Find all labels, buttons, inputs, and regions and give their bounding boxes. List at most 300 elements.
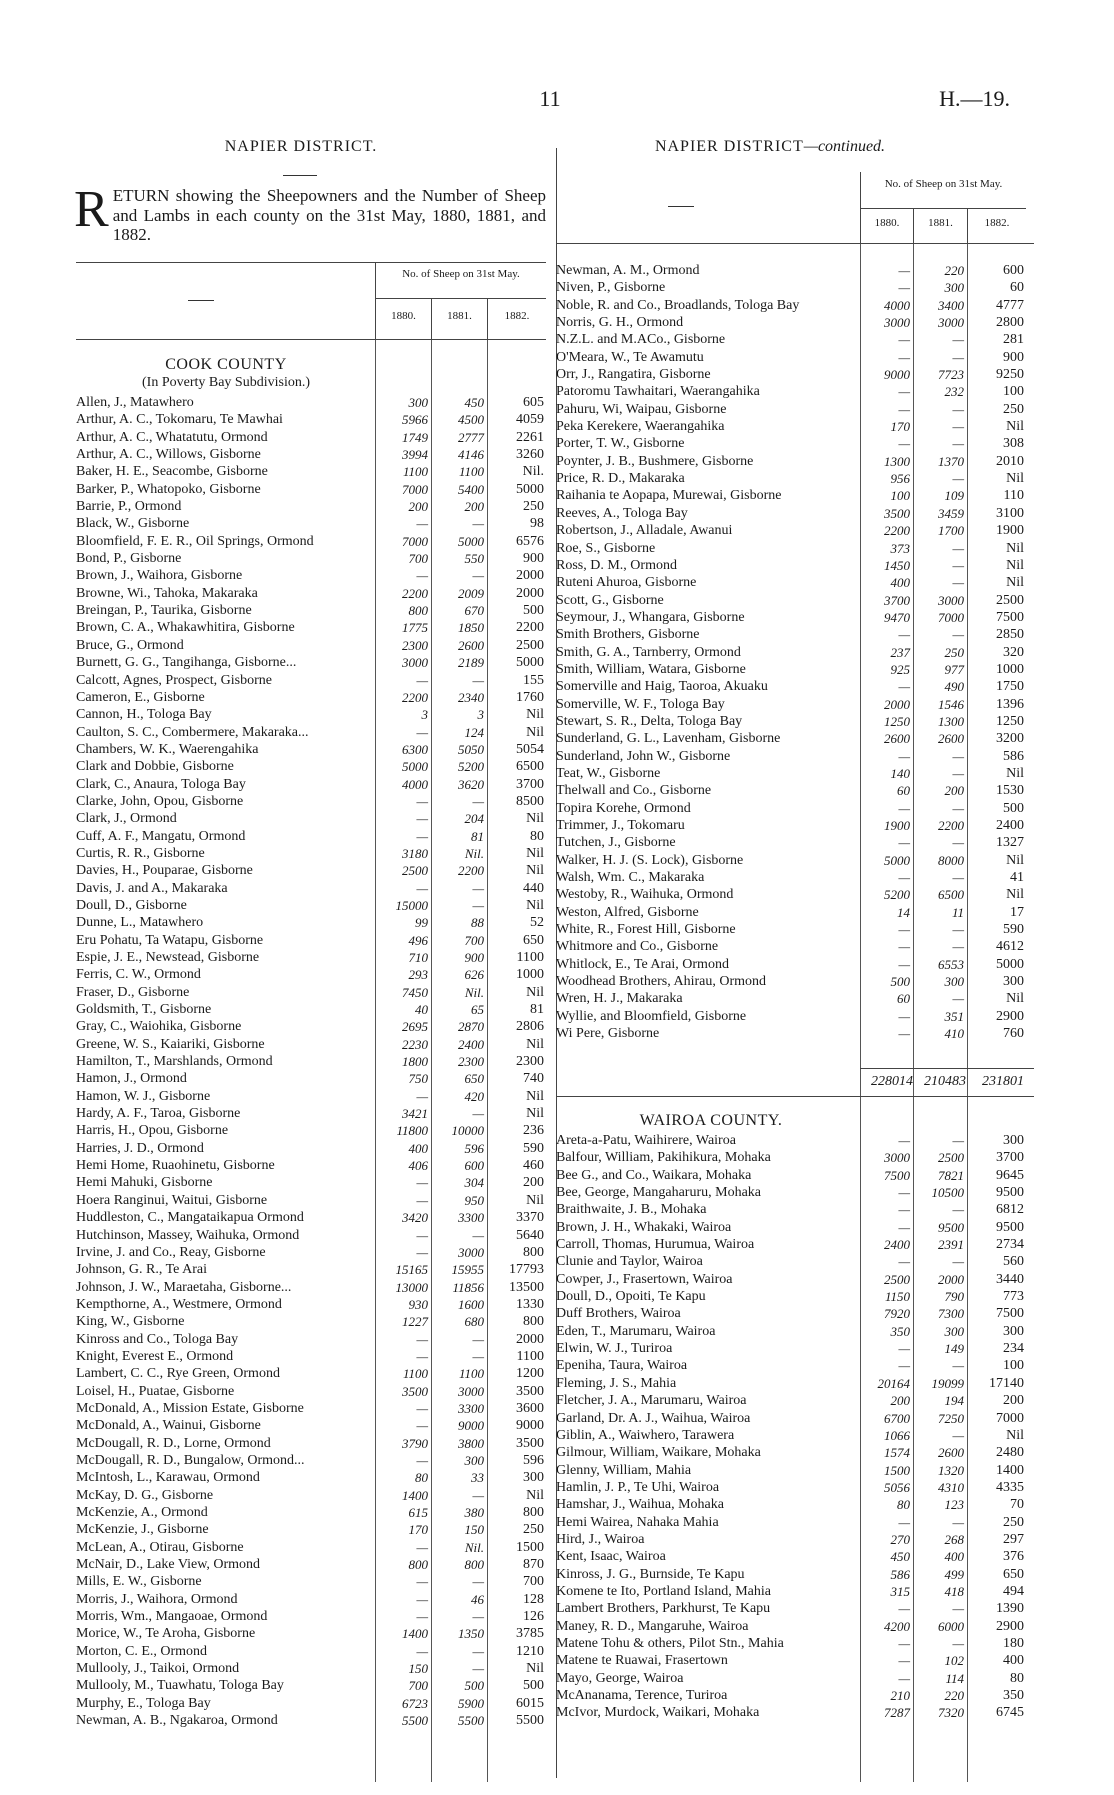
table-row (556, 678, 1034, 695)
sheep-count-1882: Nil (526, 1192, 544, 1208)
sheep-count-1882: 3600 (516, 1400, 544, 1416)
sheep-count-1880: 3420 (402, 1210, 428, 1226)
sheep-count-1880: 2300 (402, 637, 428, 653)
owner-name: Morris, Wm., Mangaoae, Ormond (76, 1609, 268, 1625)
table-row (556, 904, 1034, 921)
owner-name: Kinross, J. G., Burnside, Te Kapu (556, 1566, 745, 1582)
sheep-count-1880: 7287 (884, 1705, 910, 1721)
sheep-count-1882: 80 (530, 828, 544, 844)
table-row (76, 1504, 546, 1521)
owner-name: Greene, W. S., Kaiariki, Gisborne (76, 1036, 265, 1052)
sheep-count-1880: — (898, 870, 910, 886)
table-row (556, 973, 1034, 990)
sheep-count-1880: — (898, 1133, 910, 1148)
sheep-count-1882: 6812 (996, 1202, 1024, 1218)
table-row (556, 418, 1034, 435)
table-row (76, 1122, 546, 1139)
sheep-count-1882: 250 (523, 499, 544, 515)
left-year-1882: 1882. (504, 310, 530, 322)
table-row (556, 626, 1034, 643)
sheep-count-1882: 4612 (996, 939, 1024, 955)
sheep-count-1881: 300 (944, 974, 964, 990)
sheep-count-1880: — (898, 748, 910, 764)
sheep-count-1882: 900 (1003, 349, 1024, 365)
sheep-count-1882: 7500 (996, 1306, 1024, 1322)
table-row (76, 619, 546, 636)
sheep-count-1880: 496 (408, 932, 428, 948)
table-row (76, 862, 546, 879)
sheep-count-1880: — (898, 1341, 910, 1357)
sheep-count-1880: 237 (890, 644, 910, 660)
table-row (556, 314, 1034, 331)
sheep-count-1880: 100 (890, 488, 910, 504)
owner-name: Weston, Alfred, Gisborne (556, 904, 699, 920)
sheep-count-1880: 170 (890, 419, 910, 435)
sheep-count-1882: 700 (523, 1574, 544, 1590)
owner-name: Harries, J. D., Ormond (76, 1140, 204, 1156)
sheep-count-1882: 9500 (996, 1219, 1024, 1235)
sheep-count-1880: 1775 (402, 620, 428, 636)
owner-name: Sunderland, G. L., Lavenham, Gisborne (556, 731, 781, 747)
sheep-count-1880: — (898, 436, 910, 452)
owner-name: Caulton, S. C., Combermere, Makaraka... (76, 724, 309, 740)
sheep-count-1881: — (472, 1661, 484, 1677)
table-row (76, 949, 546, 966)
sheep-count-1881: 3000 (938, 592, 964, 608)
sheep-count-1882: 300 (523, 1470, 544, 1486)
sheep-count-1881: 65 (471, 1002, 484, 1018)
right-year-1882: 1882. (984, 217, 1010, 229)
table-row (76, 1157, 546, 1174)
owner-name: Areta-a-Patu, Waihirere, Wairoa (556, 1133, 736, 1148)
sheep-count-1882: Nil (1006, 991, 1024, 1007)
sheep-count-1881: — (472, 880, 484, 896)
sheep-count-1882: 2261 (516, 429, 544, 445)
sheep-count-1880: — (898, 1514, 910, 1530)
wairoa-county-entries (556, 1132, 1034, 1722)
sheep-count-1880: — (898, 332, 910, 348)
owner-name: Raihania te Aopapa, Murewai, Gisborne (556, 488, 782, 504)
sheep-count-1882: 1100 (516, 950, 544, 965)
sheep-count-1881: 268 (944, 1531, 964, 1547)
sheep-count-1880: — (898, 1601, 910, 1617)
sheep-count-1881: 380 (464, 1505, 484, 1520)
sheep-count-1882: 250 (1003, 401, 1024, 417)
sheep-count-1881: 2600 (938, 731, 964, 747)
owner-name: McDougall, R. D., Bungalow, Ormond... (76, 1452, 305, 1468)
owner-name: Hamlin, J. P., Te Uhi, Wairoa (556, 1479, 720, 1495)
table-row (556, 1271, 1034, 1288)
owner-name: Ruteni Ahuroa, Gisborne (556, 575, 697, 591)
sheep-count-1882: 3500 (516, 1435, 544, 1451)
table-row (76, 1018, 546, 1035)
sheep-count-1882: 250 (523, 1522, 544, 1538)
table-row (556, 800, 1034, 817)
sheep-count-1881: 351 (944, 1008, 964, 1024)
owner-name: McKenzie, J., Gisborne (76, 1522, 209, 1538)
sheep-count-1880: — (416, 1574, 428, 1590)
sheep-count-1881: 200 (464, 499, 484, 515)
sheep-count-1880: 3500 (402, 1383, 428, 1399)
sheep-count-1880: — (898, 1185, 910, 1201)
sheep-count-1881: — (952, 557, 964, 573)
sheep-count-1880: 2230 (402, 1036, 428, 1052)
sheep-count-1882: 6015 (516, 1695, 544, 1711)
sheep-count-1881: 2340 (458, 689, 484, 705)
sheep-count-1882: 6745 (996, 1705, 1024, 1721)
sheep-count-1881: — (472, 1348, 484, 1364)
table-row (556, 435, 1034, 452)
sheep-count-1880: — (898, 679, 910, 695)
owner-name: Seymour, J., Whangara, Gisborne (556, 609, 745, 625)
right-title-continued: —continued. (803, 138, 886, 155)
table-row (556, 852, 1034, 869)
owner-name: Arthur, A. C., Tokomaru, Te Mawhai (76, 412, 283, 428)
sheep-count-1880: — (416, 793, 428, 809)
sheep-count-1881: 220 (944, 263, 964, 278)
sheep-count-1882: Nil (1006, 557, 1024, 573)
sheep-count-1881: 250 (944, 644, 964, 660)
table-row (76, 446, 546, 463)
cook-county-entries (76, 394, 546, 1729)
sheep-count-1882: 605 (523, 395, 544, 410)
table-row (76, 567, 546, 584)
sheep-count-1880: 6723 (402, 1695, 428, 1711)
sheep-count-1881: 600 (464, 1158, 484, 1174)
owner-name: Walker, H. J. (S. Lock), Gisborne (556, 852, 744, 868)
sheep-count-1880: 700 (408, 1678, 428, 1694)
sheep-count-1880: 800 (408, 603, 428, 619)
owner-name: Ferris, C. W., Ormond (76, 967, 201, 983)
owner-name: Mills, E. W., Gisborne (76, 1574, 202, 1590)
owner-name: Poynter, J. B., Bushmere, Gisborne (556, 453, 754, 469)
table-row (76, 463, 546, 480)
sheep-count-1882: 3200 (996, 731, 1024, 747)
sheep-count-1881: 149 (944, 1341, 964, 1357)
owner-name: King, W., Gisborne (76, 1314, 185, 1330)
sheep-count-1881: 700 (464, 932, 484, 948)
sheep-count-1880: — (898, 1653, 910, 1669)
sheep-count-1881: 3300 (458, 1210, 484, 1226)
sheep-count-1881: 950 (464, 1192, 484, 1208)
sheep-count-1880: 210 (890, 1688, 910, 1703)
table-row (76, 1677, 546, 1694)
table-row (76, 793, 546, 810)
sheep-count-1881: 450 (464, 395, 484, 410)
owner-name: Morton, C. E., Ormond (76, 1643, 208, 1659)
table-row (76, 515, 546, 532)
sheep-count-1881: 650 (464, 1071, 484, 1087)
sheep-count-1880: — (898, 384, 910, 400)
sheep-count-1881: 11 (951, 904, 964, 920)
sheep-count-1880: 7000 (402, 481, 428, 497)
sheep-count-1881: — (952, 1601, 964, 1617)
table-row (76, 533, 546, 550)
table-row (76, 932, 546, 949)
sheep-count-1882: Nil (526, 707, 544, 723)
table-row (76, 1487, 546, 1504)
sheep-count-1880: — (898, 1008, 910, 1024)
table-row (556, 956, 1034, 973)
sheep-count-1882: 180 (1003, 1635, 1024, 1651)
sheep-count-1881: 1600 (458, 1296, 484, 1312)
sheep-count-1880: 2695 (402, 1019, 428, 1035)
owner-name: Hemi Home, Ruaohinetu, Gisborne (76, 1158, 275, 1174)
table-row (556, 1357, 1034, 1374)
sheep-count-1881: 1100 (458, 1366, 484, 1382)
table-row (556, 1566, 1034, 1583)
sheep-count-1880: — (416, 1331, 428, 1347)
sheep-count-1880: 350 (890, 1323, 910, 1339)
sheep-count-1882: 5640 (516, 1227, 544, 1243)
table-row (556, 366, 1034, 383)
sheep-count-1882: 800 (523, 1505, 544, 1520)
sheep-count-1881: 3000 (458, 1383, 484, 1399)
sheep-count-1882: 2300 (516, 1054, 544, 1070)
sheep-count-1882: Nil (1006, 419, 1024, 435)
owner-name: Chambers, W. K., Waerengahika (76, 741, 259, 757)
owner-name: Bloomfield, F. E. R., Oil Springs, Ormond (76, 533, 314, 549)
sheep-count-1880: 5056 (884, 1479, 910, 1495)
sheep-count-1882: 870 (523, 1557, 544, 1573)
sheep-count-1881: 800 (464, 1557, 484, 1573)
sheep-count-1881: 3300 (458, 1400, 484, 1416)
left-table-header (76, 262, 546, 340)
table-row (556, 401, 1034, 418)
sheep-count-1881: 2400 (458, 1036, 484, 1052)
sheep-count-1881: 400 (944, 1549, 964, 1565)
sheep-count-1882: 126 (523, 1609, 544, 1625)
table-row (76, 880, 546, 897)
owner-name: Mullooly, J., Taikoi, Ormond (76, 1661, 240, 1677)
owner-name: Gilmour, William, Waikare, Mohaka (556, 1445, 761, 1461)
sheep-count-1880: 3000 (402, 655, 428, 671)
sheep-count-1882: Nil (526, 1661, 544, 1677)
sheep-count-1881: 3459 (938, 505, 964, 521)
table-row (556, 1410, 1034, 1427)
sheep-count-1880: 1066 (884, 1427, 910, 1443)
sheep-count-1880: — (898, 1670, 910, 1686)
sheep-count-1882: 1500 (516, 1539, 544, 1555)
sheep-count-1882: 773 (1003, 1289, 1024, 1305)
owner-name: McIntosh, L., Karawau, Ormond (76, 1470, 260, 1486)
owner-name: Hemi Wairea, Nahaka Mahia (556, 1514, 719, 1530)
owner-name: Bond, P., Gisborne (76, 551, 182, 567)
owner-name: Hutchinson, Massey, Waihuka, Ormond (76, 1227, 300, 1243)
table-row (556, 990, 1034, 1007)
owner-name: Niven, P., Gisborne (556, 280, 666, 296)
owner-name: McKay, D. G., Gisborne (76, 1487, 214, 1503)
sheep-count-1881: 7300 (938, 1306, 964, 1322)
sheep-count-1880: — (898, 1219, 910, 1235)
sheep-count-1881: 4500 (458, 412, 484, 428)
sheep-count-1880: 3500 (884, 505, 910, 521)
left-district-title: NAPIER DISTRICT. (224, 138, 378, 155)
header-dash (668, 206, 694, 207)
sheep-count-1881: — (952, 748, 964, 764)
sheep-count-1880: 6300 (402, 741, 428, 757)
sheep-count-1882: 17140 (989, 1375, 1024, 1391)
sheep-count-1880: — (416, 1609, 428, 1625)
left-year-1881: 1881. (447, 310, 472, 322)
sheep-count-1881: 670 (464, 603, 484, 619)
sheep-count-1880: 4000 (402, 776, 428, 792)
sheep-count-1880: 1900 (884, 818, 910, 833)
intro-dropcap: R (74, 181, 109, 238)
sheep-count-1880: 400 (890, 575, 910, 591)
sheep-count-1882: 2010 (996, 453, 1024, 469)
sheep-count-1882: 7500 (996, 609, 1024, 625)
table-row (76, 1313, 546, 1330)
right-year-1881: 1881. (928, 217, 953, 229)
sheep-count-1881: 2600 (938, 1445, 964, 1461)
sheep-count-1881: 33 (471, 1470, 484, 1486)
table-row (556, 834, 1034, 851)
sheep-count-1880: 5000 (884, 852, 910, 868)
sheep-count-1882: 590 (523, 1140, 544, 1156)
table-row (76, 689, 546, 706)
table-row (76, 1088, 546, 1105)
owner-name: Somerville, W. F., Tologa Bay (556, 696, 725, 712)
sheep-count-1880: 3994 (402, 447, 428, 463)
owner-name: Brown, J. H., Whakaki, Wairoa (556, 1219, 732, 1235)
table-row (556, 1687, 1034, 1704)
sheep-count-1882: 3700 (516, 776, 544, 792)
table-row (556, 921, 1034, 938)
sheep-count-1882: 6500 (516, 759, 544, 775)
sheep-count-1880: 586 (890, 1566, 910, 1582)
owner-name: Teat, W., Gisborne (556, 765, 661, 781)
sheep-count-1882: 1900 (996, 523, 1024, 539)
table-row (556, 1132, 1034, 1149)
owner-name: Loisel, H., Puatae, Gisborne (76, 1383, 235, 1399)
table-row (76, 1261, 546, 1278)
owner-name: O'Meara, W., Te Awamutu (556, 349, 704, 365)
table-row (556, 1025, 1034, 1042)
sheep-count-1882: 236 (523, 1123, 544, 1139)
sheep-count-1881: 1100 (458, 464, 484, 480)
sheep-count-1880: 750 (408, 1071, 428, 1087)
sheep-count-1881: 5500 (458, 1713, 484, 1729)
sheep-count-1880: 293 (408, 967, 428, 983)
table-row (556, 730, 1034, 747)
sheep-count-1881: 19099 (931, 1375, 964, 1391)
sheep-count-1882: 500 (523, 603, 544, 619)
sheep-count-1881: 10500 (931, 1185, 964, 1201)
sheep-count-1882: 1390 (996, 1601, 1024, 1617)
sheep-count-1881: 220 (944, 1688, 964, 1703)
owner-name: Norris, G. H., Ormond (556, 315, 684, 331)
sheep-count-1881: — (472, 1609, 484, 1625)
owner-name: Elwin, W. J., Turiroa (556, 1341, 673, 1357)
sheep-count-1880: — (898, 280, 910, 296)
owner-name: Kent, Isaac, Wairoa (556, 1549, 666, 1565)
sheep-count-1881: 2500 (938, 1150, 964, 1166)
owner-name: Murphy, E., Tologa Bay (76, 1695, 211, 1711)
owner-name: Pahuru, Wi, Waipau, Gisborne (556, 401, 727, 417)
sheep-count-1880: 3700 (884, 592, 910, 608)
sheep-count-1882: 13500 (509, 1279, 544, 1295)
sheep-count-1882: 2500 (516, 637, 544, 653)
sheep-count-1880: — (898, 263, 910, 278)
owner-name: Davis, J. and A., Makaraka (76, 880, 228, 896)
sheep-count-1881: 977 (944, 661, 964, 677)
owner-name: Noble, R. and Co., Broadlands, Tologa Bay (556, 297, 800, 313)
sheep-count-1880: 7920 (884, 1306, 910, 1322)
sheep-count-1882: 2000 (516, 585, 544, 601)
owner-name: Price, R. D., Makaraka (556, 471, 685, 487)
sheep-count-1880: 140 (890, 765, 910, 781)
owner-name: Wren, H. J., Makaraka (556, 991, 683, 1007)
table-row (76, 1348, 546, 1365)
owner-name: Balfour, William, Pakihikura, Mohaka (556, 1150, 771, 1166)
sheep-count-1882: 5000 (516, 655, 544, 671)
sheep-count-1881: — (472, 793, 484, 809)
sheep-count-1881: Nil. (464, 845, 484, 861)
sheep-count-1882: Nil (526, 897, 544, 913)
owner-name: Thelwall and Co., Gisborne (556, 783, 712, 799)
sheep-count-1880: — (898, 939, 910, 955)
table-row (76, 984, 546, 1001)
sheep-count-1881: 2200 (938, 818, 964, 833)
owner-name: Bee G., and Co., Waikara, Mohaka (556, 1167, 752, 1183)
owner-name: Orr, J., Rangatira, Gisborne (556, 367, 711, 383)
table-row (76, 1174, 546, 1191)
left-title-rule (283, 175, 317, 176)
table-row (556, 1704, 1034, 1721)
owner-name: Tutchen, J., Gisborne (556, 835, 676, 851)
sheep-count-1880: 406 (408, 1158, 428, 1174)
owner-name: Browne, Wi., Tahoka, Makaraka (76, 585, 258, 601)
total-1882: 231801 (982, 1074, 1024, 1089)
table-row (76, 1573, 546, 1590)
sheep-count-1880: — (416, 1400, 428, 1416)
sheep-count-1880: — (416, 568, 428, 584)
sheep-count-1882: 1250 (996, 713, 1024, 729)
sheep-count-1880: 500 (890, 974, 910, 990)
table-row (556, 1305, 1034, 1322)
sheep-count-1882: 52 (530, 915, 544, 931)
owner-name: Smith, William, Watara, Gisborne (556, 661, 746, 677)
sheep-count-1880: 9470 (884, 609, 910, 625)
sheep-count-1880: 700 (408, 551, 428, 567)
sheep-count-1880: 200 (408, 499, 428, 515)
sheep-count-1880: 300 (408, 395, 428, 410)
sheep-count-1881: 102 (944, 1653, 964, 1669)
owner-name: Robertson, J., Alladale, Awanui (556, 523, 733, 539)
sheep-count-1880: 11800 (396, 1123, 428, 1139)
sheep-count-1882: 9645 (996, 1167, 1024, 1183)
sheep-count-1880: 200 (890, 1393, 910, 1409)
owner-name: Braithwaite, J. B., Mohaka (556, 1202, 707, 1218)
owner-name: White, R., Forest Hill, Gisborne (556, 922, 736, 938)
table-row (76, 1140, 546, 1157)
sheep-count-1882: 1396 (996, 696, 1024, 712)
owner-name: Cowper, J., Frasertown, Wairoa (556, 1271, 733, 1287)
sheep-count-1882: 800 (523, 1244, 544, 1260)
sheep-count-1881: — (952, 419, 964, 435)
sheep-count-1880: — (898, 800, 910, 816)
sheep-count-1880: 6700 (884, 1410, 910, 1426)
sheep-count-1882: 320 (1003, 644, 1024, 660)
sheep-count-1882: 2000 (516, 568, 544, 584)
sheep-count-1882: 60 (1010, 280, 1024, 296)
sheep-count-1882: 1530 (996, 783, 1024, 799)
sheep-count-1881: 1300 (938, 713, 964, 729)
table-row (556, 297, 1034, 314)
sheep-count-1881: 626 (464, 967, 484, 983)
sheep-count-1881: 6553 (938, 956, 964, 972)
